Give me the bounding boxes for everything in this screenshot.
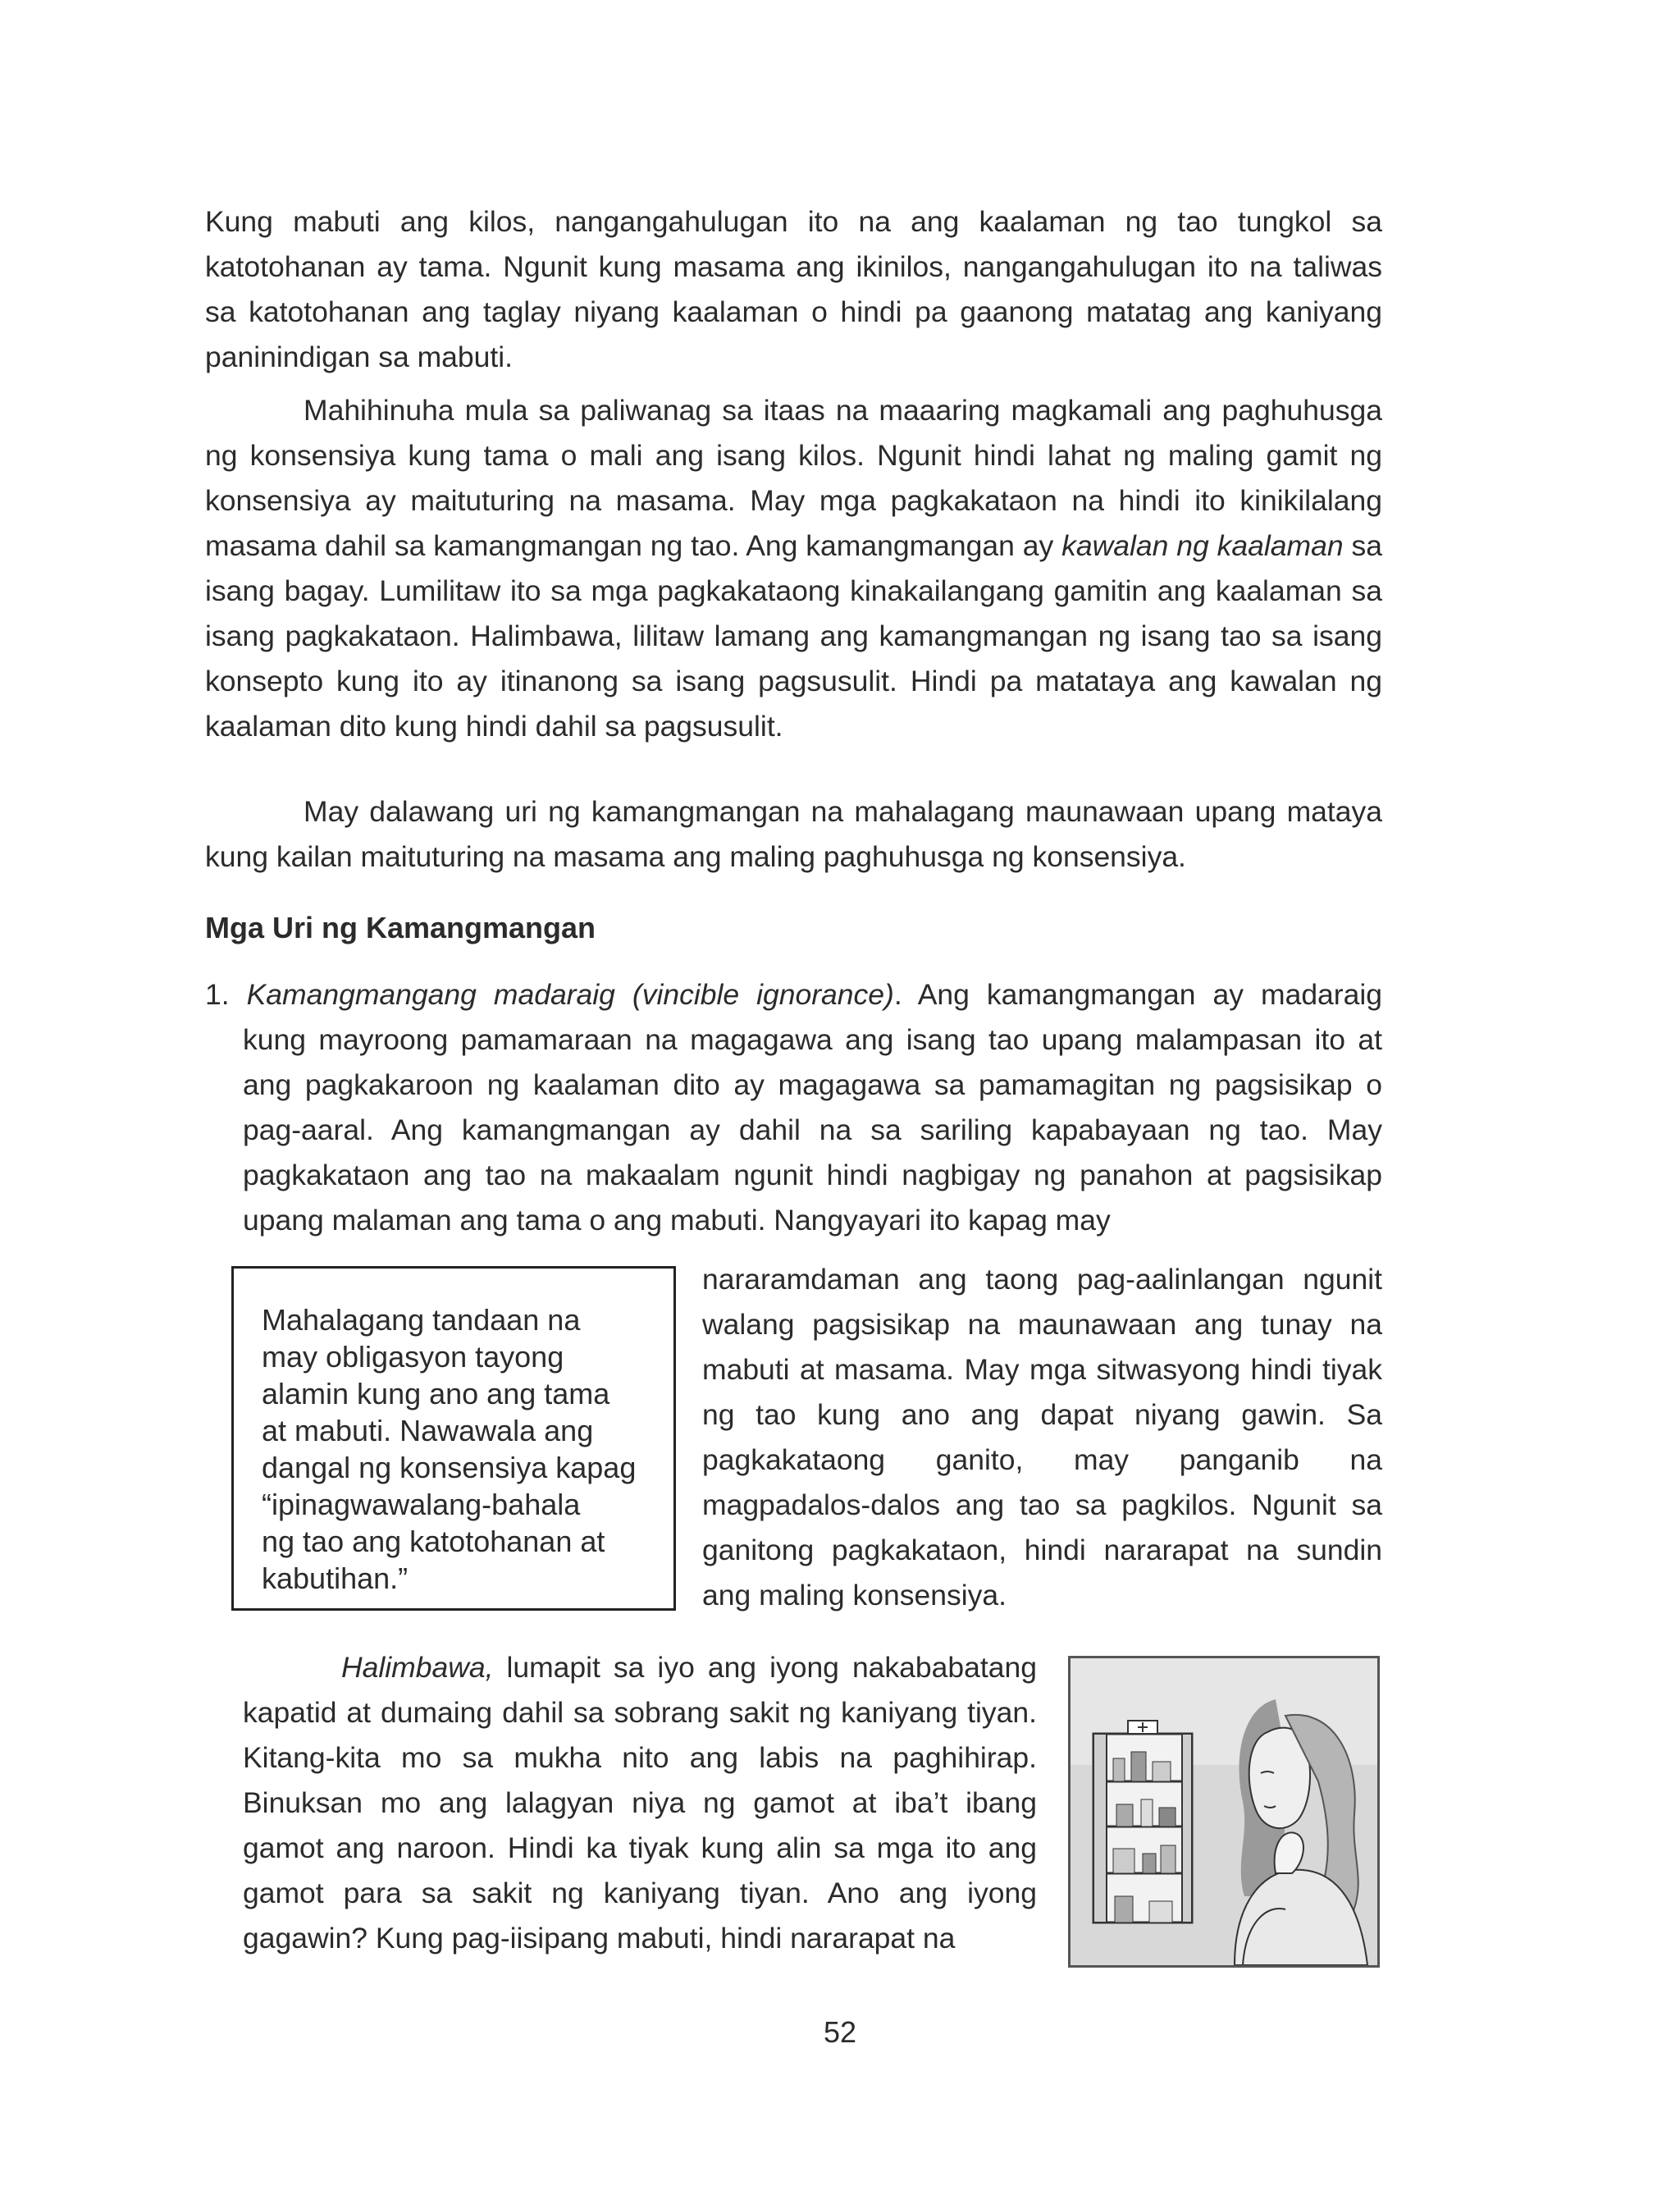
callout-line-3: alamin kung ano ang tama: [262, 1377, 610, 1410]
page-number: 52: [823, 2015, 857, 2049]
list-item-term: Kamangmangang madaraig (vincible ignorance): [246, 978, 894, 1011]
callout-line-2: may obligasyon tayong: [262, 1340, 564, 1374]
callout-line-1: Mahalagang tandaan na: [262, 1303, 581, 1337]
list-item-1-body: kung mayroong pamamaraan na magagawa ang isang tao upang malampasan ito at ang pagkakaroon ng kaalaman dito ay magagawa sa pamamagitan ng pagsisikap o pag-aaral. Ang kamangmangan ay dahil na sa sariling kapabayaan ng tao. May pagkakataon ang tao na makaalam ngunit hindi nagbigay ng panahon at pagsisikap upang malaman ang tama o ang mabuti. Nangyayari ito kapag may: [243, 1023, 1382, 1237]
callout-line-8: kabutihan.”: [262, 1561, 409, 1595]
paragraph-2: [205, 388, 1382, 749]
example-paragraph: [243, 1645, 1037, 1961]
list-item-number: 1.: [205, 978, 230, 1011]
paragraph-2-text-a: Mahihinuha mula sa paliwanag sa itaas na maaaring magkamali ang paghuhusga ng konsensiya kung tama o mali ang isang kilos. Ngunit hindi lahat ng maling gamit ng konsensiya ay maituturing na masama. May mga pagkakataon na hindi ito kinikilalang masama dahil sa kamangmangan ng tao. Ang kamangmangan ay: [205, 394, 1382, 562]
example-emphasis: Halimbawa,: [341, 1651, 494, 1684]
list-item-first-line-text: . Ang kamangmangan ay madaraig: [893, 978, 1382, 1011]
list-item-1-wrap-text: nararamdaman ang taong pag-aalinlangan ngunit walang pagsisikap na maunawaan ang tunay na mabuti at masama. May mga sitwasyong hindi tiyak ng tao kung ano ang dapat niyang gawin. Sa pagkakataong ganito, may panganib na magpadalos-dalos ang tao sa pagkilos. Ngunit sa ganitong pagkakataon, hindi nararapat na sundin ang maling konsensiya.: [702, 1263, 1382, 1612]
callout-line-6: “ipinagwawalang-bahala: [262, 1488, 581, 1521]
paragraph-1: Kung mabuti ang kilos, nangangahulugan ito na ang kaalaman ng tao tungkol sa katotohanan ay tama. Ngunit kung masama ang ikinilos, nangangahulugan ito na taliwas sa katotohanan ang taglay niyang kaalaman o hindi pa gaanong matatag ang kaniyang paninindigan sa mabuti.: [205, 205, 1382, 373]
section-heading: Mga Uri ng Kamangmangan: [205, 911, 596, 944]
illustration-medicine-cabinet: [1068, 1656, 1380, 1968]
illustration-drawing: [1071, 1658, 1377, 1965]
paragraph-3: May dalawang uri ng kamangmangan na mahalagang maunawaan upang mataya kung kailan maituturing na masama ang maling paghuhusga ng konsensiya.: [205, 795, 1382, 873]
medicine-cabinet-icon: [1093, 1721, 1192, 1923]
paragraph-2-text-b: sa isang bagay. Lumilitaw ito sa mga pagkakataong kinakailangang gamitin ang kaalaman sa isang pagkakataon. Halimbawa, lilitaw lamang ang kamangmangan ng isang tao sa isang konsepto kung ito ay itinanong sa isang pagsusulit. Hindi pa matataya ang kawalan ng kaalaman dito kung hindi dahil sa pagsusulit.: [205, 529, 1382, 743]
list-item-1-first-line: [205, 972, 1382, 1017]
reminder-callout-box: [231, 1266, 676, 1611]
example-text: lumapit sa iyo ang iyong nakababatang kapatid at dumaing dahil sa sobrang sakit ng kaniyang tiyan. Kitang-kita mo sa mukha nito ang labis na paghihirap. Binuksan mo ang lalagyan niya ng gamot at iba’t ibang gamot ang naroon. Hindi ka tiyak kung alin sa mga ito ang gamot para sa sakit ng kaniyang tiyan. Ano ang iyong gagawin? Kung pag-iisipang mabuti, hindi nararapat na: [243, 1651, 1037, 1955]
callout-line-4: at mabuti. Nawawala ang: [262, 1414, 594, 1447]
callout-line-7: ng tao ang katotohanan at: [262, 1525, 605, 1558]
callout-line-5: dangal ng konsensiya kapag: [262, 1451, 637, 1484]
paragraph-2-emphasis: kawalan ng kaalaman: [1061, 529, 1344, 562]
callout-text: [262, 1301, 651, 1597]
